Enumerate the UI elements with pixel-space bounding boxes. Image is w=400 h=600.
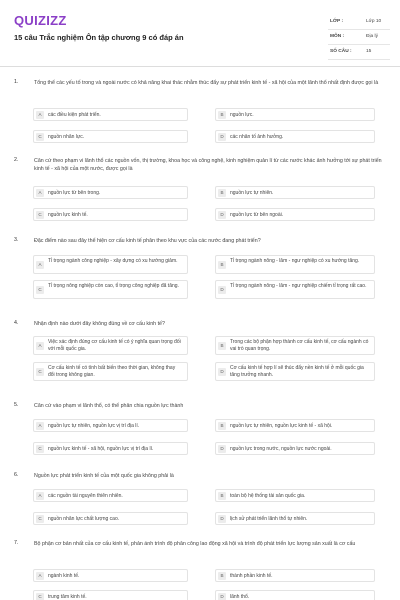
option-letter: B [218,422,226,430]
question-number: 7. [14,540,19,546]
meta-label: MÔN : [330,34,345,39]
option-letter: D [218,593,226,600]
question-number: 6. [14,472,19,478]
option-letter: A [36,111,44,119]
option-b[interactable] [215,336,375,355]
option-a[interactable] [33,108,188,121]
option-letter: C [36,133,44,141]
option-text: Tỉ trọng ngành nông - lâm - ngư nghiệp có xu hướng tăng. [230,258,360,264]
option-letter: A [36,572,44,580]
option-letter: D [218,286,226,294]
option-a[interactable] [33,569,188,582]
meta-table [328,15,390,60]
option-text: nguồn lực kinh tế - xã hội, nguồn lực vị trí địa lí. [48,446,154,452]
option-d[interactable] [215,590,375,600]
option-text: Cơ cấu kinh tế hợp lí sẽ thúc đẩy nền kinh tế ở mỗi quốc gia tăng trưởng nhanh. [230,365,364,378]
page-title: 15 câu Trắc nghiệm Ôn tập chương 9 có đáp án [14,33,184,42]
option-text: trung tâm kinh tế. [48,594,87,600]
option-letter: C [36,286,44,294]
option-text: nguồn nhân lực. [48,134,85,140]
option-letter: A [36,342,44,350]
question-text: Bộ phận cơ bản nhất của cơ cấu kinh tế, phản ánh trình độ phân công lao động xã hội và trình độ phát triển lực lượng sản xuất là cơ cấu [34,541,356,547]
option-letter: A [36,422,44,430]
option-letter: A [36,189,44,197]
option-d[interactable] [215,280,375,299]
option-a[interactable] [33,489,188,502]
option-b[interactable] [215,186,375,199]
option-text: Việc xác định đúng cơ cấu kinh tế có ý nghĩa quan trọng đối với mỗi quốc gia. [48,339,181,352]
option-a[interactable] [33,255,188,274]
option-text: Trong các bộ phận hợp thành cơ cấu kinh tế, cơ cấu ngành có vai trò quan trọng. [230,339,369,352]
meta-label: SỐ CÂU : [330,49,352,54]
option-text: các nguồn tài nguyên thiên nhiên. [48,493,123,499]
option-letter: B [218,189,226,197]
option-text: Cơ cấu kinh tế có tính bất biến theo thời gian, không thay đổi trong không gian. [48,365,176,378]
option-text: Tỉ trọng nông nghiệp còn cao, tỉ trọng công nghiệp đã tăng. [48,283,179,289]
option-letter: C [36,445,44,453]
option-text: toàn bộ hệ thống tài sản quốc gia. [230,493,306,499]
option-c[interactable] [33,362,188,381]
option-text: nguồn lực. [230,112,254,118]
meta-label: LỚP : [330,19,344,24]
meta-value: Địa lý [366,34,378,39]
meta-row-count [328,45,390,60]
option-letter: B [218,572,226,580]
option-a[interactable] [33,186,188,199]
option-b[interactable] [215,255,375,274]
option-c[interactable] [33,512,188,525]
option-text: nguồn lực trong nước, nguồn lực nước ngoài. [230,446,332,452]
option-c[interactable] [33,280,188,299]
question-number: 1. [14,79,19,85]
option-c[interactable] [33,208,188,221]
option-text: thành phần kinh tế. [230,573,273,579]
option-d[interactable] [215,362,375,381]
option-letter: D [218,211,226,219]
option-b[interactable] [215,569,375,582]
question-number: 5. [14,402,19,408]
option-letter: C [36,368,44,376]
option-text: Tỉ trọng ngành công nghiệp - xây dựng có xu hướng giảm. [48,258,178,264]
option-text: ngành kinh tế. [48,573,80,579]
quizizz-logo: QUIZIZZ [14,13,67,28]
option-letter: B [218,342,226,350]
option-letter: A [36,261,44,269]
option-d[interactable] [215,208,375,221]
meta-value: 15 [366,49,372,54]
option-text: Tỉ trọng ngành nông - lâm - ngư nghiệp chiếm tỉ trọng rất cao. [230,283,367,289]
option-c[interactable] [33,130,188,143]
question-number: 4. [14,320,19,326]
option-a[interactable] [33,336,188,355]
option-d[interactable] [215,512,375,525]
option-text: nguồn nhân lực chất lượng cao. [48,516,120,522]
option-b[interactable] [215,419,375,432]
option-text: nguồn lực tự nhiên, nguồn lực vị trí địa lí. [48,423,140,429]
meta-value: Lớp 10 [366,19,382,24]
option-letter: D [218,445,226,453]
option-text: nguồn lực từ bên ngoài. [230,212,284,218]
option-letter: C [36,211,44,219]
option-d[interactable] [215,130,375,143]
option-text: nguồn lực kinh tế. [48,212,88,218]
option-letter: B [218,111,226,119]
option-letter: C [36,593,44,600]
option-c[interactable] [33,442,188,455]
option-text: lịch sử phát triển lãnh thổ tự nhiên. [230,516,308,522]
option-letter: D [218,368,226,376]
question-text: Đặc điểm nào sau đây thể hiện cơ cấu kinh tế phân theo khu vực của các nước đang phát triển? [34,238,261,244]
option-b[interactable] [215,108,375,121]
option-b[interactable] [215,489,375,502]
question-number: 3. [14,237,19,243]
question-text: Nhận định nào dưới đây không đúng về cơ cấu kinh tế? [34,321,165,327]
option-letter: D [218,133,226,141]
option-letter: D [218,515,226,523]
meta-row-subject [328,30,390,45]
option-letter: B [218,261,226,269]
question-number: 2. [14,157,19,163]
option-text: các nhân tố ảnh hưởng. [230,134,284,140]
option-letter: A [36,492,44,500]
question-text: Tổng thể các yếu tố trong và ngoài nước có khả năng khai thác nhằm thúc đẩy sự phát triển kinh tế - xã hội của một lãnh thổ nhất định được gọi là [34,80,379,86]
meta-row-class [328,15,390,30]
option-text: nguồn lực tự nhiên. [230,190,274,196]
option-text: các điều kiện phát triển. [48,112,101,118]
option-c[interactable] [33,590,188,600]
option-text: nguồn lực tự nhiên, nguồn lực kinh tế - xã hội. [230,423,333,429]
option-a[interactable] [33,419,188,432]
question-text: Căn cứ vào phạm vi lãnh thổ, có thể phân chia nguồn lực thành [34,403,184,409]
option-text: lãnh thổ. [230,594,250,600]
option-letter: C [36,515,44,523]
option-d[interactable] [215,442,375,455]
option-letter: B [218,492,226,500]
option-text: nguồn lực từ bên trong. [48,190,101,196]
question-text: Căn cứ theo phạm vi lãnh thổ các nguồn vốn, thị trường, khoa học và công nghệ, kinh nghiệm quản lí từ các nước khác ảnh hưởng tới sự phát triển kinh tế - xã hội của một nước, được gọi là [34,158,382,172]
worksheet-header [0,0,400,67]
question-text: Nguồn lực phát triển kinh tế của một quốc gia không phải là [34,473,174,479]
